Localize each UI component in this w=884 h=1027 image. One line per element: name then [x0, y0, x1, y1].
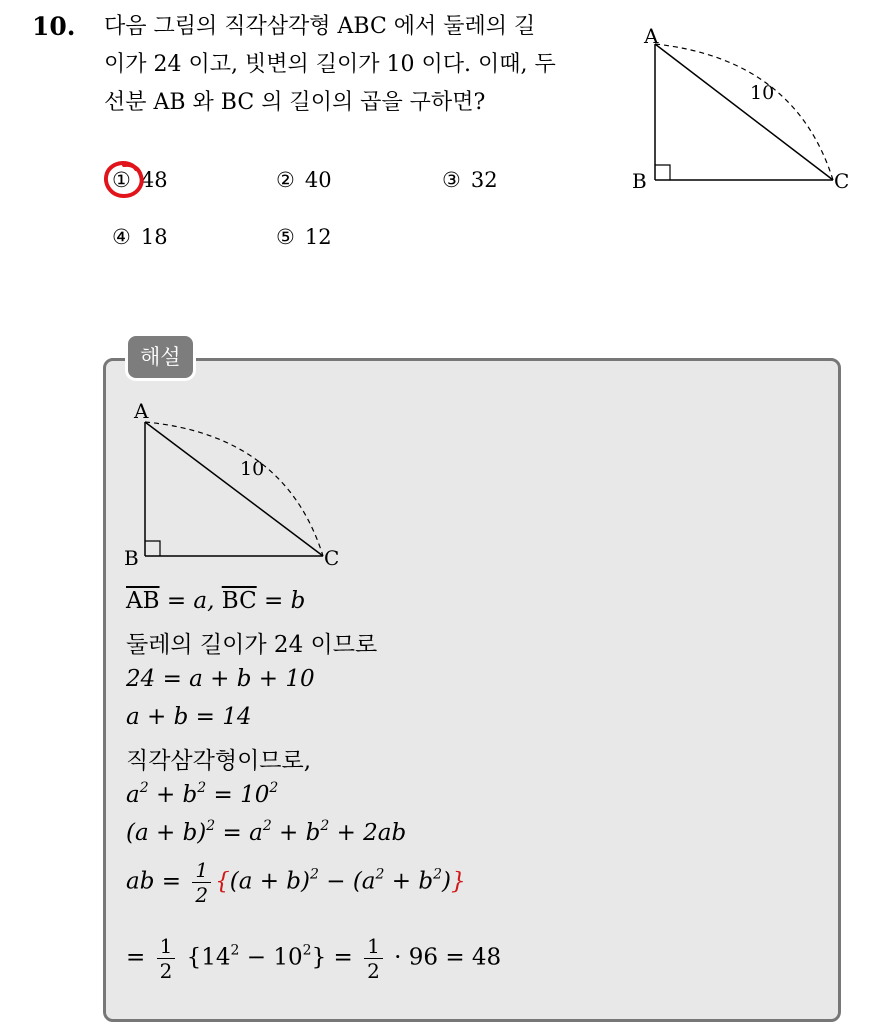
choice-5[interactable]	[276, 225, 332, 249]
segment-ab: $\overline{AB}$	[126, 588, 160, 614]
choice-3-mark: ③	[442, 168, 461, 192]
triangle-figure	[630, 24, 860, 199]
choice-2[interactable]	[276, 168, 332, 192]
def-eq-a: = a,	[159, 588, 222, 614]
choice-5-value: 12	[304, 225, 332, 249]
definition-line	[126, 588, 305, 614]
equation-6: = $\frac{1}{2}$ $\{14^2 - 10^2\}$ = $\frac{1}{2}$ · 96 = 48	[126, 934, 502, 983]
choice-5-mark: ⑤	[276, 225, 295, 249]
question-line-1: 다음 그림의 직각삼각형 ABC 에서 둘레의 길	[104, 14, 536, 39]
choice-2-mark: ②	[276, 168, 295, 192]
perimeter-line: 둘레의 길이가 24 이므로	[126, 632, 378, 658]
vertex-b-label: B	[124, 546, 139, 570]
def-eq-b: = b	[256, 588, 306, 614]
choice-2-value: 40	[304, 168, 332, 192]
choice-3[interactable]	[442, 168, 498, 192]
choice-4[interactable]	[112, 225, 168, 249]
choice-1-mark: ①	[112, 168, 131, 192]
hypotenuse-length-label: 10	[240, 458, 265, 480]
vertex-a-label: A	[134, 400, 149, 423]
vertex-c-label: C	[834, 169, 850, 193]
choice-4-mark: ④	[112, 225, 131, 249]
vertex-c-label: C	[324, 546, 340, 570]
vertex-b-label: B	[632, 169, 647, 193]
segment-bc: $\overline{BC}$	[221, 588, 257, 614]
equation-2: a + b = 14	[126, 704, 252, 730]
question-text	[104, 8, 624, 122]
choice-3-value: 32	[470, 168, 498, 192]
choice-4-value: 18	[140, 225, 168, 249]
right-angle-mark	[655, 165, 670, 180]
side-ac	[145, 422, 323, 556]
equation-5: ab = $\frac{1}{2}$ $\{(a + b)^2 - (a^2 + b^2)\}$	[126, 858, 466, 907]
question-line-3: 선분 AB 와 BC 의 길이의 곱을 구하면?	[104, 90, 486, 115]
solution-tag: 해설	[128, 336, 193, 378]
question-number: 10.	[32, 12, 76, 41]
fraction-half: $\frac{1}{2}$	[157, 934, 176, 983]
side-ac	[655, 44, 833, 180]
right-triangle-line: 직각삼각형이므로,	[126, 748, 312, 774]
right-angle-mark	[145, 541, 160, 556]
fraction-half: $\frac{1}{2}$	[364, 934, 383, 983]
equation-1: 24 = a + b + 10	[126, 666, 315, 692]
choice-1-value: 48	[140, 168, 168, 192]
fraction-half: $\frac{1}{2}$	[192, 858, 211, 907]
answer-circle-mark	[100, 155, 150, 205]
solution-triangle-figure	[120, 400, 350, 575]
equation-4: $(a + b)^2 = a^2 + b^2 + 2ab$	[126, 818, 407, 846]
equation-3: $a^2 + b^2 = 10^2$	[126, 780, 279, 808]
hypotenuse-length-label: 10	[750, 82, 775, 104]
vertex-a-label: A	[644, 24, 659, 48]
question-line-2: 이가 24 이고, 빗변의 길이가 10 이다. 이때, 두	[104, 52, 556, 77]
